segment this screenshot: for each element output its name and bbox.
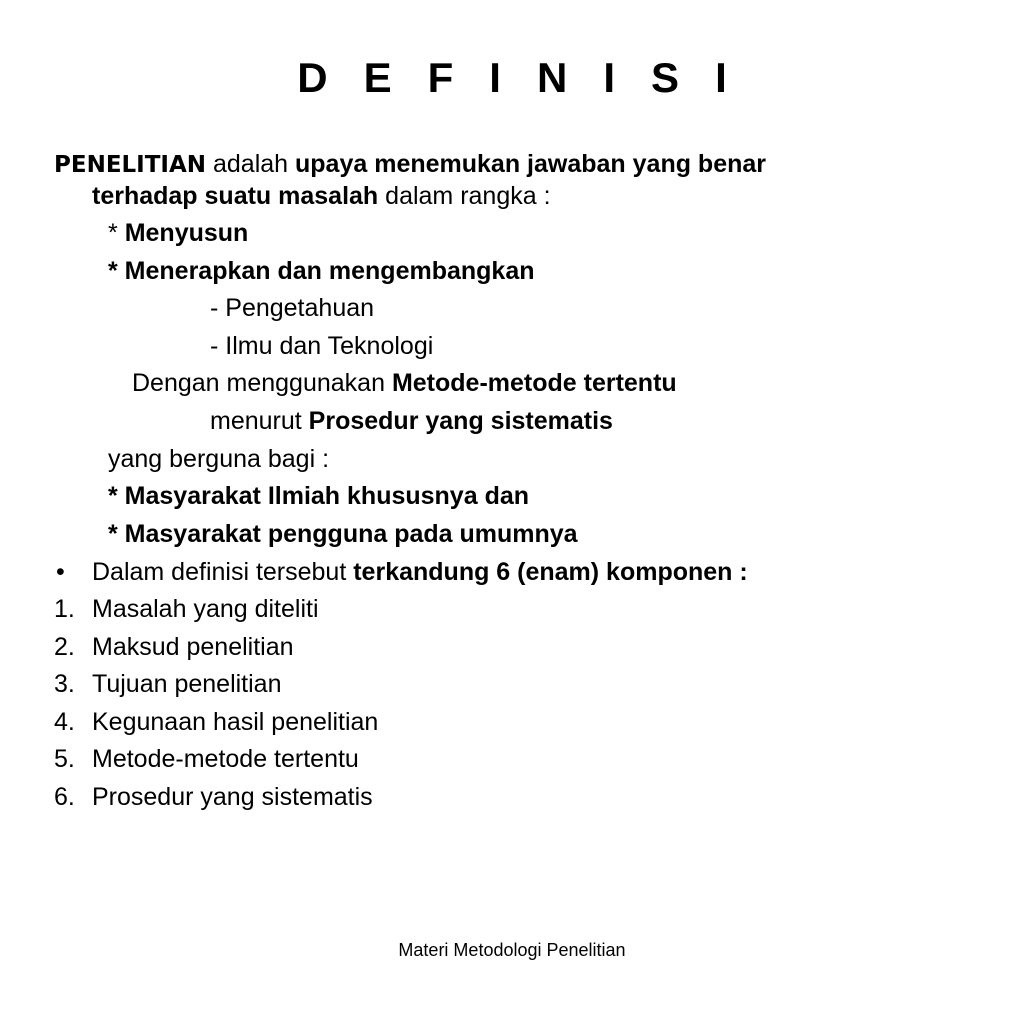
- bullet-marker: •: [56, 558, 65, 586]
- list-item-text: Tujuan penelitian: [92, 670, 282, 698]
- components-intro-text: [92, 556, 748, 588]
- list-item-number: 1.: [54, 595, 75, 623]
- list-item-number: 4.: [54, 708, 75, 736]
- purpose-item-1-star: *: [108, 219, 125, 247]
- list-item-text: Metode-metode tertentu: [92, 745, 359, 773]
- sub-item-1: - Pengetahuan: [210, 294, 375, 322]
- beneficiary-1: * Masyarakat Ilmiah khususnya dan: [108, 482, 530, 510]
- slide-title: D E F I N I S I: [297, 54, 739, 101]
- definition-text-4: dalam rangka :: [378, 182, 551, 210]
- list-item-text: Masalah yang diteliti: [92, 595, 319, 623]
- procedure-pre: menurut: [210, 407, 309, 435]
- slide-footer: Materi Metodologi Penelitian: [398, 940, 626, 960]
- list-item-text: Prosedur yang sistematis: [92, 783, 373, 811]
- list-item-number: 6.: [54, 783, 75, 811]
- components-intro-pre: Dalam definisi tersebut: [92, 558, 354, 586]
- list-item-number: 5.: [54, 745, 75, 773]
- useful-line: yang berguna bagi :: [108, 445, 330, 473]
- definition-line-1: [54, 148, 766, 181]
- list-item-text: Kegunaan hasil penelitian: [92, 708, 379, 736]
- list-item-number: 3.: [54, 670, 75, 698]
- definition-text-1: adalah: [206, 150, 296, 178]
- sub-item-2: - Ilmu dan Teknologi: [210, 332, 434, 360]
- purpose-item-1-text: Menyusun: [124, 219, 249, 247]
- method-bold: Metode-metode tertentu: [391, 369, 677, 397]
- purpose-item-2: * Menerapkan dan mengembangkan: [108, 257, 535, 285]
- definition-line-2: [92, 180, 551, 212]
- procedure-line: [210, 405, 613, 437]
- method-pre: Dengan menggunakan: [132, 369, 392, 397]
- list-item-number: 2.: [54, 633, 75, 661]
- list-item-text: Maksud penelitian: [92, 633, 294, 661]
- beneficiary-2: * Masyarakat pengguna pada umumnya: [108, 520, 578, 548]
- definition-term: PENELITIAN: [54, 152, 207, 178]
- definition-text-2: upaya menemukan jawaban yang benar: [295, 150, 767, 178]
- procedure-bold: Prosedur yang sistematis: [308, 407, 613, 435]
- definition-text-3: terhadap suatu masalah: [92, 182, 379, 210]
- components-intro-bold: terkandung 6 (enam) komponen :: [353, 558, 748, 586]
- purpose-item-1: [108, 217, 248, 249]
- method-line: [132, 367, 677, 399]
